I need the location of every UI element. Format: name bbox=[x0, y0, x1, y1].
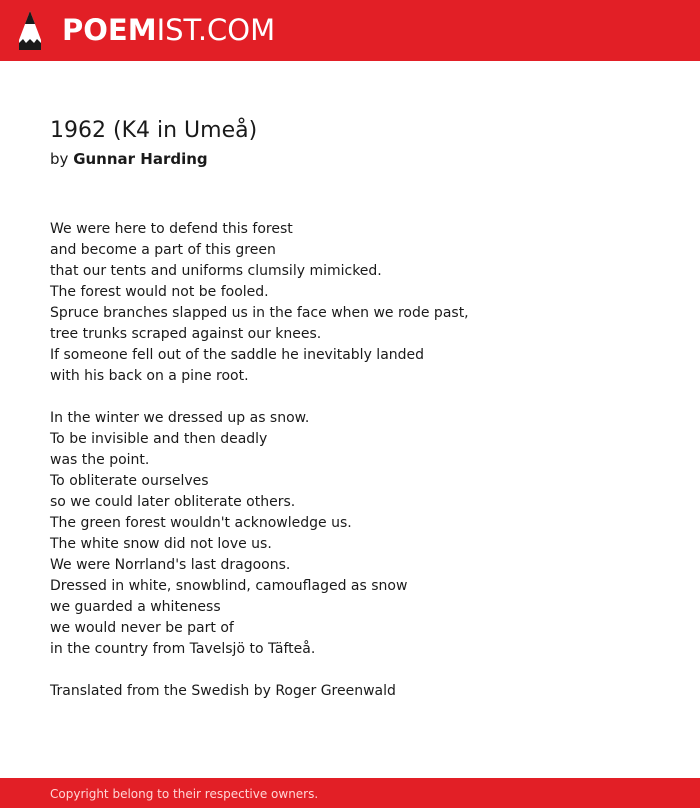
poem-line: In the winter we dressed up as snow. bbox=[50, 410, 310, 426]
stanza-2 bbox=[50, 408, 670, 660]
logo-light-text: IST.COM bbox=[156, 13, 276, 47]
poem-line: and become a part of this green bbox=[50, 242, 276, 258]
pencil-icon[interactable] bbox=[18, 10, 42, 51]
poem-line: If someone fell out of the saddle he inevitably landed bbox=[50, 347, 425, 363]
byline bbox=[50, 149, 208, 169]
stanza-1 bbox=[50, 219, 670, 387]
poem-line: To obliterate ourselves bbox=[50, 473, 209, 489]
poem-line: with his back on a pine root. bbox=[50, 368, 249, 384]
site-footer bbox=[0, 778, 700, 808]
site-logo[interactable] bbox=[62, 12, 275, 48]
poem-title: 1962 (K4 in Umeå) bbox=[50, 118, 258, 143]
poem-line: The forest would not be fooled. bbox=[50, 284, 269, 300]
by-label: by bbox=[50, 150, 69, 168]
poem-line: that our tents and uniforms clumsily mimicked. bbox=[50, 263, 382, 279]
poem-line: The white snow did not love us. bbox=[50, 536, 272, 552]
poem-line: The green forest wouldn't acknowledge us. bbox=[50, 515, 352, 531]
site-header bbox=[0, 0, 700, 61]
poem-line: we guarded a whiteness bbox=[50, 599, 221, 615]
translation-note: Translated from the Swedish by Roger Greenwald bbox=[50, 683, 396, 699]
poem-line: We were here to defend this forest bbox=[50, 221, 293, 237]
poem-line: in the country from Tavelsjö to Täfteå. bbox=[50, 641, 316, 657]
poem-body bbox=[50, 219, 670, 702]
poem-line: was the point. bbox=[50, 452, 150, 468]
poem-line: so we could later obliterate others. bbox=[50, 494, 296, 510]
poem-line: we would never be part of bbox=[50, 620, 234, 636]
logo-bold-text: POEM bbox=[62, 13, 157, 47]
poem-line: Spruce branches slapped us in the face when we rode past, bbox=[50, 305, 469, 321]
poem-line: Dressed in white, snowblind, camouflaged as snow bbox=[50, 578, 408, 594]
poem-line: We were Norrland's last dragoons. bbox=[50, 557, 291, 573]
copyright-text: Copyright belong to their respective owners. bbox=[50, 787, 319, 801]
author-name: Gunnar Harding bbox=[73, 150, 208, 168]
poem-line: To be invisible and then deadly bbox=[50, 431, 268, 447]
poem-line: tree trunks scraped against our knees. bbox=[50, 326, 322, 342]
